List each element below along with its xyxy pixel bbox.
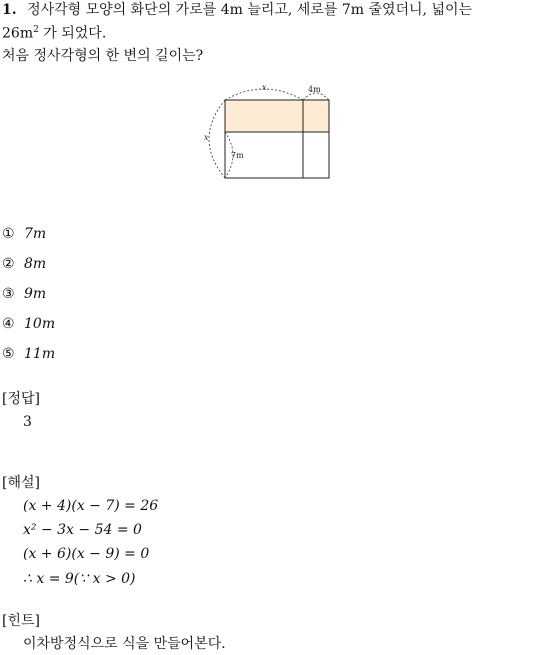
added-strip-highlight	[225, 100, 329, 132]
choice-4-mark: ④	[2, 316, 15, 332]
choice-1-text: 7m	[24, 226, 47, 242]
question-line-1	[2, 3, 472, 17]
choice-2[interactable]	[2, 256, 46, 272]
answer-value: 3	[23, 414, 32, 430]
choice-4-text: 10m	[24, 316, 56, 332]
question-number: 1.	[2, 2, 17, 18]
label-4m: 4m	[308, 85, 321, 94]
choice-2-text: 8m	[24, 256, 47, 272]
question-line-2	[2, 26, 106, 41]
question-text-1: 정사각형 모양의 화단의 가로를 4m 늘리고, 세로를 7m 줄였더니, 넓이는	[27, 2, 473, 18]
choice-3-mark: ③	[2, 286, 15, 302]
choice-5-text: 11m	[24, 346, 56, 362]
question-area-exponent: 2	[33, 25, 39, 35]
choice-5-mark: ⑤	[2, 346, 15, 362]
choice-3-text: 9m	[24, 286, 47, 302]
choice-5[interactable]	[2, 346, 55, 362]
choice-1[interactable]	[2, 226, 46, 242]
explanation-line-2: x² − 3x − 54 = 0	[23, 522, 142, 538]
question-area-value: 26m	[2, 25, 34, 42]
label-x-left: x	[204, 133, 209, 142]
explanation-label: [해설]	[2, 475, 40, 491]
question-text-2: 가 되었다.	[38, 25, 107, 42]
question-text-3: 처음 정사각형의 한 변의 길이는?	[2, 48, 204, 64]
explanation-line-3: (x + 6)(x − 9) = 0	[23, 546, 150, 562]
question-line-3	[2, 49, 203, 63]
label-7m: 7m	[231, 151, 244, 160]
label-x-top: x	[262, 83, 267, 92]
hint-label: [힌트]	[2, 613, 40, 629]
top-4m-arc	[303, 93, 329, 100]
explanation-line-1: (x + 4)(x − 7) = 26	[23, 498, 159, 514]
choice-4[interactable]	[2, 316, 55, 332]
answer-label: [정답]	[2, 391, 40, 407]
choice-3[interactable]	[2, 286, 46, 302]
hint-text: 이차방정식으로 식을 만들어본다.	[23, 636, 226, 652]
garden-diagram	[195, 80, 340, 185]
left-x-arc	[209, 100, 225, 178]
choice-2-mark: ②	[2, 256, 15, 272]
explanation-line-4: ∴ x = 9(∵ x > 0)	[23, 571, 136, 587]
choice-1-mark: ①	[2, 226, 15, 242]
